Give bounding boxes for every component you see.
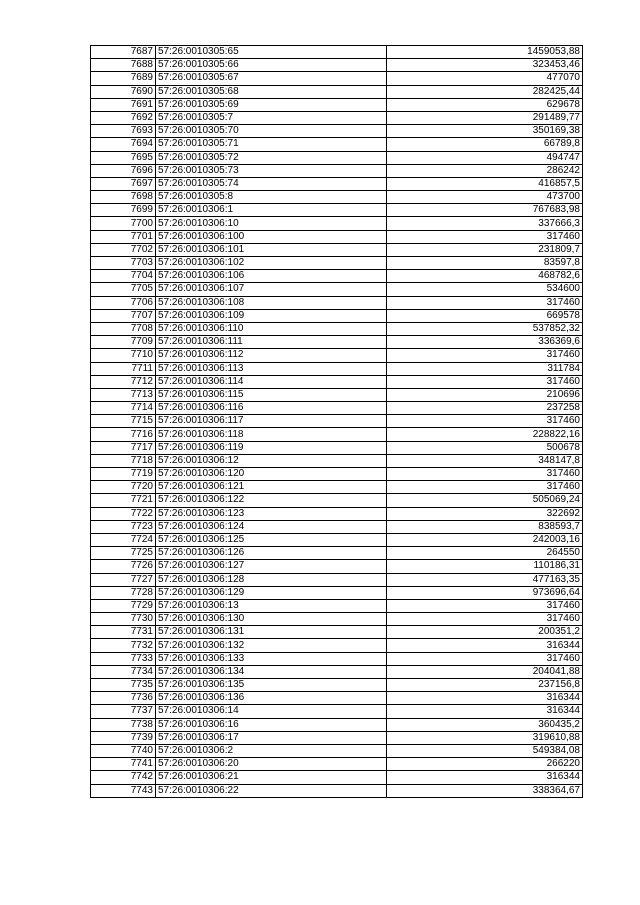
cadastral-value-cell: 264550 (387, 547, 583, 560)
cadastral-value-cell: 319610,88 (387, 731, 583, 744)
row-number-cell: 7726 (91, 560, 156, 573)
cadastral-number-cell: 57:26:0010305:8 (156, 191, 387, 204)
row-number-cell: 7736 (91, 692, 156, 705)
row-number-cell: 7734 (91, 665, 156, 678)
cadastral-number-cell: 57:26:0010306:2 (156, 744, 387, 757)
table-row (91, 560, 583, 573)
cadastral-value-cell: 316344 (387, 771, 583, 784)
table-row (91, 177, 583, 190)
cadastral-number-cell: 57:26:0010305:65 (156, 46, 387, 59)
row-number-cell: 7690 (91, 85, 156, 98)
table-row (91, 217, 583, 230)
row-number-cell: 7696 (91, 164, 156, 177)
row-number-cell: 7692 (91, 111, 156, 124)
table-row (91, 705, 583, 718)
cadastral-number-cell: 57:26:0010305:7 (156, 111, 387, 124)
cadastral-number-cell: 57:26:0010306:135 (156, 679, 387, 692)
row-number-cell: 7713 (91, 388, 156, 401)
row-number-cell: 7724 (91, 533, 156, 546)
table-row (91, 402, 583, 415)
cadastral-number-cell: 57:26:0010306:100 (156, 230, 387, 243)
cadastral-number-cell: 57:26:0010306:13 (156, 599, 387, 612)
cadastral-value-cell: 200351,2 (387, 626, 583, 639)
cadastral-number-cell: 57:26:0010306:106 (156, 270, 387, 283)
cadastral-number-cell: 57:26:0010306:114 (156, 375, 387, 388)
table-row (91, 164, 583, 177)
cadastral-value-cell: 282425,44 (387, 85, 583, 98)
table-row (91, 243, 583, 256)
row-number-cell: 7703 (91, 257, 156, 270)
cadastral-value-cell: 338364,67 (387, 784, 583, 797)
row-number-cell: 7727 (91, 573, 156, 586)
row-number-cell: 7715 (91, 415, 156, 428)
cadastral-number-cell: 57:26:0010306:113 (156, 362, 387, 375)
table-row (91, 151, 583, 164)
cadastral-number-cell: 57:26:0010306:131 (156, 626, 387, 639)
cadastral-value-table (90, 45, 583, 798)
cadastral-value-cell: 973696,64 (387, 586, 583, 599)
cadastral-value-cell: 317460 (387, 481, 583, 494)
cadastral-number-cell: 57:26:0010306:12 (156, 454, 387, 467)
table-row (91, 652, 583, 665)
row-number-cell: 7731 (91, 626, 156, 639)
cadastral-value-cell: 477163,35 (387, 573, 583, 586)
cadastral-number-cell: 57:26:0010306:132 (156, 639, 387, 652)
table-row (91, 573, 583, 586)
cadastral-value-cell: 317460 (387, 599, 583, 612)
table-row (91, 111, 583, 124)
cadastral-number-cell: 57:26:0010306:108 (156, 296, 387, 309)
cadastral-number-cell: 57:26:0010306:130 (156, 613, 387, 626)
row-number-cell: 7738 (91, 718, 156, 731)
table-row (91, 138, 583, 151)
cadastral-value-cell: 266220 (387, 758, 583, 771)
cadastral-number-cell: 57:26:0010306:127 (156, 560, 387, 573)
row-number-cell: 7691 (91, 98, 156, 111)
table-row (91, 283, 583, 296)
table-row (91, 468, 583, 481)
row-number-cell: 7704 (91, 270, 156, 283)
cadastral-number-cell: 57:26:0010305:68 (156, 85, 387, 98)
cadastral-number-cell: 57:26:0010306:134 (156, 665, 387, 678)
table-row (91, 230, 583, 243)
cadastral-number-cell: 57:26:0010306:17 (156, 731, 387, 744)
table-row (91, 758, 583, 771)
table-row (91, 441, 583, 454)
row-number-cell: 7698 (91, 191, 156, 204)
cadastral-value-cell: 317460 (387, 613, 583, 626)
row-number-cell: 7725 (91, 547, 156, 560)
cadastral-number-cell: 57:26:0010306:110 (156, 322, 387, 335)
cadastral-number-cell: 57:26:0010306:133 (156, 652, 387, 665)
cadastral-number-cell: 57:26:0010306:122 (156, 494, 387, 507)
row-number-cell: 7714 (91, 402, 156, 415)
table-row (91, 744, 583, 757)
cadastral-value-cell: 494747 (387, 151, 583, 164)
row-number-cell: 7720 (91, 481, 156, 494)
table-row (91, 415, 583, 428)
cadastral-number-cell: 57:26:0010306:20 (156, 758, 387, 771)
cadastral-number-cell: 57:26:0010306:115 (156, 388, 387, 401)
cadastral-value-cell: 549384,08 (387, 744, 583, 757)
row-number-cell: 7740 (91, 744, 156, 757)
cadastral-number-cell: 57:26:0010306:1 (156, 204, 387, 217)
cadastral-value-cell: 360435,2 (387, 718, 583, 731)
cadastral-number-cell: 57:26:0010306:112 (156, 349, 387, 362)
cadastral-value-cell: 317460 (387, 375, 583, 388)
cadastral-value-cell: 537852,32 (387, 322, 583, 335)
table-row (91, 428, 583, 441)
table-row (91, 718, 583, 731)
cadastral-number-cell: 57:26:0010306:126 (156, 547, 387, 560)
cadastral-number-cell: 57:26:0010305:66 (156, 59, 387, 72)
row-number-cell: 7705 (91, 283, 156, 296)
cadastral-value-cell: 468782,6 (387, 270, 583, 283)
row-number-cell: 7743 (91, 784, 156, 797)
cadastral-number-cell: 57:26:0010306:111 (156, 336, 387, 349)
cadastral-number-cell: 57:26:0010306:21 (156, 771, 387, 784)
cadastral-number-cell: 57:26:0010306:136 (156, 692, 387, 705)
table-body (91, 46, 583, 798)
table-row (91, 204, 583, 217)
table-row (91, 665, 583, 678)
row-number-cell: 7711 (91, 362, 156, 375)
cadastral-value-cell: 291489,77 (387, 111, 583, 124)
cadastral-value-cell: 242003,16 (387, 533, 583, 546)
table-row (91, 191, 583, 204)
row-number-cell: 7742 (91, 771, 156, 784)
cadastral-value-cell: 323453,46 (387, 59, 583, 72)
table-row (91, 613, 583, 626)
table-row (91, 309, 583, 322)
cadastral-value-cell: 669578 (387, 309, 583, 322)
table-row (91, 520, 583, 533)
table-row (91, 481, 583, 494)
cadastral-value-cell: 348147,8 (387, 454, 583, 467)
table-row (91, 454, 583, 467)
cadastral-number-cell: 57:26:0010305:70 (156, 125, 387, 138)
row-number-cell: 7699 (91, 204, 156, 217)
cadastral-number-cell: 57:26:0010305:67 (156, 72, 387, 85)
table-row (91, 46, 583, 59)
row-number-cell: 7701 (91, 230, 156, 243)
row-number-cell: 7721 (91, 494, 156, 507)
table-row (91, 336, 583, 349)
table-row (91, 507, 583, 520)
table-row (91, 270, 583, 283)
row-number-cell: 7709 (91, 336, 156, 349)
row-number-cell: 7689 (91, 72, 156, 85)
cadastral-value-cell: 1459053,88 (387, 46, 583, 59)
cadastral-value-cell: 317460 (387, 415, 583, 428)
row-number-cell: 7723 (91, 520, 156, 533)
table-row (91, 547, 583, 560)
cadastral-number-cell: 57:26:0010306:16 (156, 718, 387, 731)
table-row (91, 125, 583, 138)
cadastral-number-cell: 57:26:0010306:120 (156, 468, 387, 481)
cadastral-number-cell: 57:26:0010306:109 (156, 309, 387, 322)
row-number-cell: 7710 (91, 349, 156, 362)
table-row (91, 586, 583, 599)
cadastral-value-cell: 237258 (387, 402, 583, 415)
row-number-cell: 7739 (91, 731, 156, 744)
cadastral-value-cell: 210696 (387, 388, 583, 401)
cadastral-value-cell: 322692 (387, 507, 583, 520)
row-number-cell: 7732 (91, 639, 156, 652)
table-row (91, 626, 583, 639)
table-row (91, 349, 583, 362)
cadastral-number-cell: 57:26:0010306:119 (156, 441, 387, 454)
table-row (91, 85, 583, 98)
cadastral-value-cell: 110186,31 (387, 560, 583, 573)
row-number-cell: 7737 (91, 705, 156, 718)
row-number-cell: 7728 (91, 586, 156, 599)
row-number-cell: 7694 (91, 138, 156, 151)
cadastral-number-cell: 57:26:0010306:22 (156, 784, 387, 797)
cadastral-number-cell: 57:26:0010306:118 (156, 428, 387, 441)
cadastral-value-cell: 286242 (387, 164, 583, 177)
cadastral-number-cell: 57:26:0010305:71 (156, 138, 387, 151)
cadastral-number-cell: 57:26:0010306:128 (156, 573, 387, 586)
cadastral-value-cell: 83597,8 (387, 257, 583, 270)
cadastral-value-cell: 316344 (387, 705, 583, 718)
cadastral-value-cell: 237156,8 (387, 679, 583, 692)
cadastral-value-cell: 337666,3 (387, 217, 583, 230)
cadastral-value-cell: 204041,88 (387, 665, 583, 678)
table-row (91, 388, 583, 401)
cadastral-number-cell: 57:26:0010306:101 (156, 243, 387, 256)
table-row (91, 771, 583, 784)
cadastral-value-cell: 500678 (387, 441, 583, 454)
cadastral-value-cell: 350169,38 (387, 125, 583, 138)
cadastral-number-cell: 57:26:0010306:125 (156, 533, 387, 546)
cadastral-number-cell: 57:26:0010305:69 (156, 98, 387, 111)
cadastral-number-cell: 57:26:0010306:121 (156, 481, 387, 494)
cadastral-value-cell: 231809,7 (387, 243, 583, 256)
table-row (91, 679, 583, 692)
cadastral-number-cell: 57:26:0010306:123 (156, 507, 387, 520)
cadastral-value-cell: 317460 (387, 230, 583, 243)
table-row (91, 639, 583, 652)
cadastral-value-cell: 66789,8 (387, 138, 583, 151)
row-number-cell: 7695 (91, 151, 156, 164)
cadastral-value-cell: 317460 (387, 468, 583, 481)
row-number-cell: 7708 (91, 322, 156, 335)
cadastral-number-cell: 57:26:0010306:117 (156, 415, 387, 428)
cadastral-value-cell: 767683,98 (387, 204, 583, 217)
cadastral-number-cell: 57:26:0010306:10 (156, 217, 387, 230)
table-row (91, 375, 583, 388)
row-number-cell: 7712 (91, 375, 156, 388)
row-number-cell: 7716 (91, 428, 156, 441)
cadastral-value-cell: 316344 (387, 692, 583, 705)
table-row (91, 322, 583, 335)
table-row (91, 98, 583, 111)
row-number-cell: 7693 (91, 125, 156, 138)
table-row (91, 296, 583, 309)
table-row (91, 494, 583, 507)
cadastral-value-cell: 477070 (387, 72, 583, 85)
row-number-cell: 7735 (91, 679, 156, 692)
table-row (91, 59, 583, 72)
cadastral-value-cell: 311784 (387, 362, 583, 375)
cadastral-value-cell: 534600 (387, 283, 583, 296)
table-row (91, 257, 583, 270)
cadastral-number-cell: 57:26:0010306:116 (156, 402, 387, 415)
row-number-cell: 7722 (91, 507, 156, 520)
row-number-cell: 7702 (91, 243, 156, 256)
cadastral-number-cell: 57:26:0010305:72 (156, 151, 387, 164)
cadastral-value-cell: 336369,6 (387, 336, 583, 349)
row-number-cell: 7707 (91, 309, 156, 322)
cadastral-number-cell: 57:26:0010306:124 (156, 520, 387, 533)
cadastral-value-cell: 629678 (387, 98, 583, 111)
cadastral-value-cell: 317460 (387, 296, 583, 309)
row-number-cell: 7718 (91, 454, 156, 467)
row-number-cell: 7697 (91, 177, 156, 190)
cadastral-value-cell: 473700 (387, 191, 583, 204)
row-number-cell: 7706 (91, 296, 156, 309)
table-row (91, 731, 583, 744)
row-number-cell: 7730 (91, 613, 156, 626)
cadastral-value-cell: 416857,5 (387, 177, 583, 190)
table-row (91, 784, 583, 797)
cadastral-value-cell: 505069,24 (387, 494, 583, 507)
row-number-cell: 7729 (91, 599, 156, 612)
table-row (91, 692, 583, 705)
cadastral-number-cell: 57:26:0010306:129 (156, 586, 387, 599)
cadastral-number-cell: 57:26:0010306:102 (156, 257, 387, 270)
row-number-cell: 7700 (91, 217, 156, 230)
cadastral-value-cell: 228822,16 (387, 428, 583, 441)
cadastral-value-cell: 317460 (387, 349, 583, 362)
cadastral-number-cell: 57:26:0010306:107 (156, 283, 387, 296)
cadastral-number-cell: 57:26:0010305:73 (156, 164, 387, 177)
table-row (91, 362, 583, 375)
table-row (91, 533, 583, 546)
row-number-cell: 7688 (91, 59, 156, 72)
cadastral-number-cell: 57:26:0010305:74 (156, 177, 387, 190)
cadastral-value-cell: 317460 (387, 652, 583, 665)
cadastral-value-cell: 838593,7 (387, 520, 583, 533)
row-number-cell: 7733 (91, 652, 156, 665)
row-number-cell: 7717 (91, 441, 156, 454)
row-number-cell: 7719 (91, 468, 156, 481)
cadastral-number-cell: 57:26:0010306:14 (156, 705, 387, 718)
row-number-cell: 7687 (91, 46, 156, 59)
table-row (91, 599, 583, 612)
row-number-cell: 7741 (91, 758, 156, 771)
cadastral-value-cell: 316344 (387, 639, 583, 652)
table-row (91, 72, 583, 85)
